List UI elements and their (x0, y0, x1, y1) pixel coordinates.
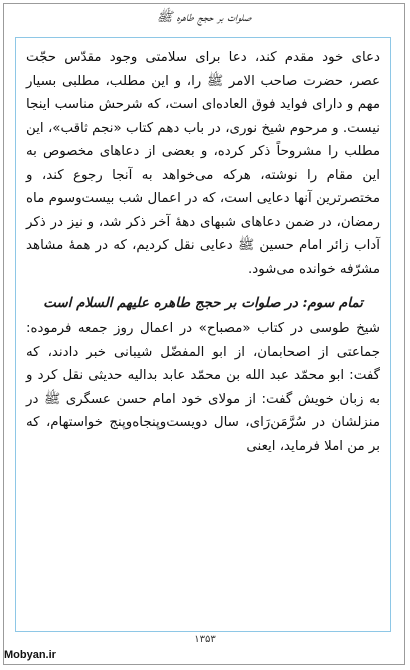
site-watermark[interactable]: Mobyan.ir (4, 649, 56, 661)
body-paragraph-1: دعای خود مقدم کند، دعا برای سلامتی وجود مقدّس حجّت عصر، حضرت صاحب الامر ﷺ را، و این مطلب، مطلبی بسیار مهم و دارای فواید فوق العاده‌ای است، که شرحش مناسب اینجا نیست. و مرحوم شیخ نوری، در باب دهم کتاب «نجم ثاقب»، این مطلب را مشروحاً ذکر کرده، و بعضی از دعاهای مخصوص به این مقام را نوشته، هرکه می‌خواهد به آنجا رجوع کند، و مختصرترین آنها دعایی است، که در اعمال شب بیست‌وسوم ماه رمضان، در ضمن دعاهای شبهای دههٔ آخر ذکر شد، و نیز در ذکر آداب زائر امام حسین ﷺ دعایی نقل کردیم، که در همهٔ مشاهد مشرّفه خوانده می‌شود. (26, 50, 380, 277)
running-header: صلوات بر حجج طاهره ﷺ (156, 10, 252, 25)
page-number: ۱۳۵۳ (194, 634, 216, 645)
content-box (15, 37, 391, 632)
section-title: تمام سوم: در صلوات بر حجج طاهره علیهم السلام است (43, 295, 363, 311)
body-paragraph-2: شیخ طوسی در کتاب «مصباح» در اعمال روز جمعه فرموده: جماعتی از اصحابمان، از ابو المفضّل شیبانی خبر دادند، که گفت: ابو محمّد عبد الله بن محمّد عابد بدالیه حدیثی نقل کرد و به زبان خویش گفت: از مولای خود امام حسن عسگری ﷺ در منزلشان در سُرَّمَن‌رَای، سال دویست‌وپنجاه‌وپنج خواستهام، که بر من املا فرماید، ایعنی (26, 321, 380, 454)
